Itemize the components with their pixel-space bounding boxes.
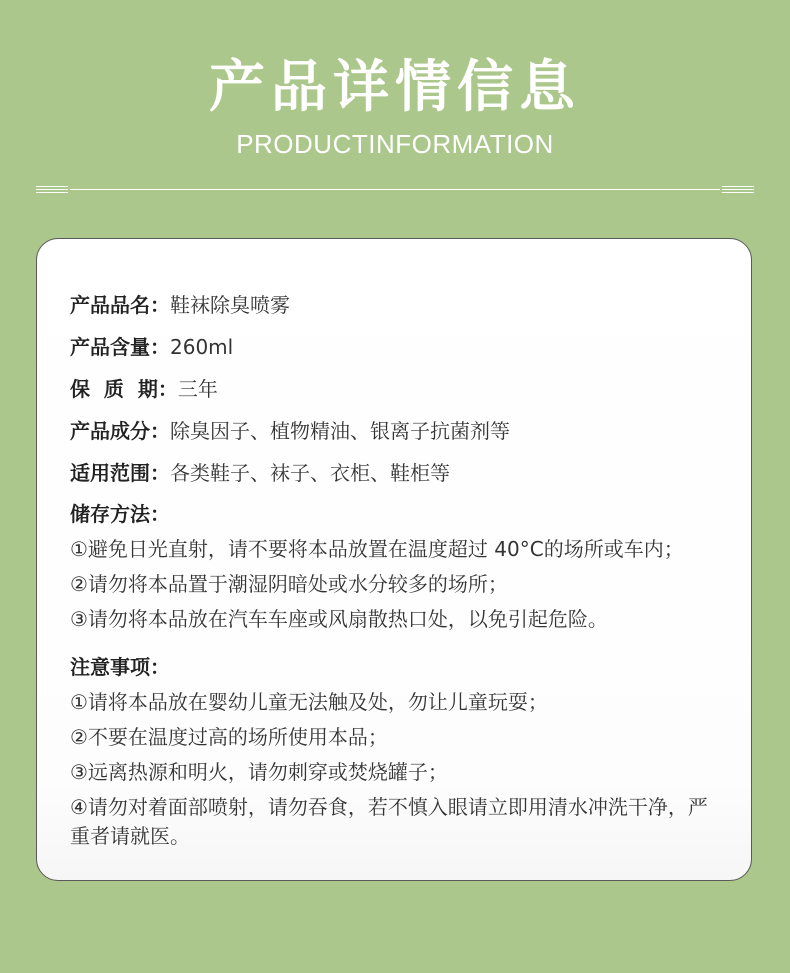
notes-title: 注意事项： <box>70 655 170 679</box>
detail-value: 鞋袜除臭喷雾 <box>170 293 290 317</box>
detail-value: 260ml <box>170 335 234 359</box>
detail-label: 产品成分： <box>70 419 170 443</box>
storage-title: 储存方法： <box>70 502 170 526</box>
notes-item: ①请将本品放在婴幼儿童无法触及处，勿让儿童玩耍； <box>70 690 548 714</box>
detail-row-volume <box>70 326 750 368</box>
detail-value: 除臭因子、植物精油、银离子抗菌剂等 <box>170 419 510 443</box>
detail-label: 产品品名： <box>70 293 170 317</box>
detail-label: 适用范围： <box>70 461 170 485</box>
detail-row-name <box>70 284 750 326</box>
notes-item: ②不要在温度过高的场所使用本品； <box>70 725 388 749</box>
detail-label: 产品含量： <box>70 335 170 359</box>
detail-row-shelf-life <box>70 368 750 410</box>
detail-row-ingredients <box>70 410 750 452</box>
divider-left-ornament <box>36 186 68 193</box>
storage-item: ②请勿将本品置于潮湿阴暗处或水分较多的场所； <box>70 572 508 596</box>
storage-item: ①避免日光直射，请不要将本品放置在温度超过 40°C的场所或车内； <box>70 537 684 561</box>
divider-right-ornament <box>722 186 754 193</box>
detail-value: 各类鞋子、袜子、衣柜、鞋柜等 <box>170 461 450 485</box>
detail-row-usage <box>70 452 750 494</box>
page-title: 产品详情信息 <box>209 55 581 120</box>
info-content <box>70 284 750 851</box>
notes-item: ③远离热源和明火，请勿刺穿或焚烧罐子； <box>70 760 448 784</box>
page-subtitle: PRODUCTINFORMATION <box>236 129 554 159</box>
detail-label: 保 质 期： <box>70 377 178 401</box>
storage-item: ③请勿将本品放在汽车车座或风扇散热口处，以免引起危险。 <box>70 607 608 631</box>
divider-line <box>70 189 720 190</box>
detail-value: 三年 <box>177 377 218 401</box>
notes-item: ④请勿对着面部喷射，请勿吞食，若不慎入眼请立即用清水冲洗干净，严重者请就医。 <box>70 795 708 848</box>
